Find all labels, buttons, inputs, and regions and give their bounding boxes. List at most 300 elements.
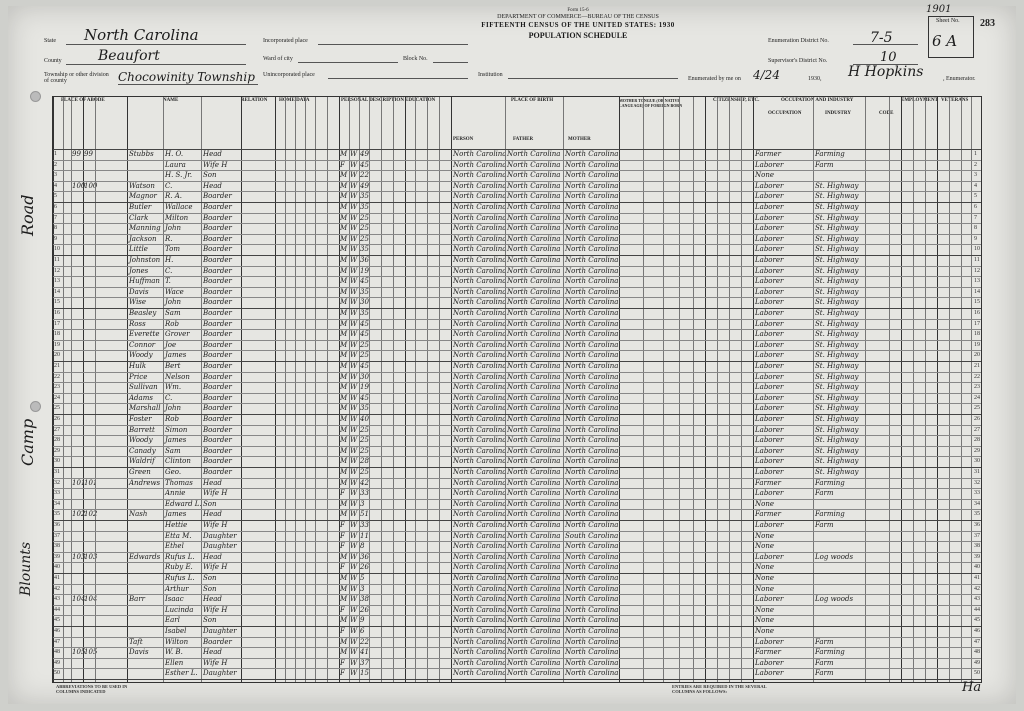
birthplace-father: North Carolina <box>507 234 561 243</box>
industry: St. Highway <box>815 277 859 286</box>
row-divider <box>53 552 981 553</box>
surname: Connor <box>129 340 156 349</box>
birthplace-mother: North Carolina <box>565 627 619 635</box>
stamp-right: 283 <box>980 18 995 29</box>
line-number-right: 19 <box>974 341 980 348</box>
occupation: Laborer <box>755 383 784 392</box>
relation: Boarder <box>203 203 232 211</box>
industry: St. Highway <box>815 213 859 222</box>
dwelling-number: 105 <box>72 648 86 657</box>
given-name: John <box>165 224 182 233</box>
birthplace-person: North Carolina <box>453 436 507 445</box>
age: 25 <box>360 351 369 360</box>
birthplace-father: North Carolina <box>507 510 561 519</box>
line-number-right: 32 <box>974 479 980 486</box>
age: 25 <box>360 340 369 349</box>
occupation: Farmer <box>755 478 782 487</box>
birthplace-mother: North Carolina <box>565 584 619 593</box>
relation: Head <box>203 478 222 487</box>
given-name: Grover <box>165 330 190 339</box>
line-number-right: 43 <box>974 596 980 603</box>
relation: Wife H <box>203 521 228 529</box>
row-divider <box>53 499 981 500</box>
occupation: Farmer <box>755 510 782 519</box>
state-value: North Carolina <box>84 26 199 44</box>
relation: Son <box>203 584 217 593</box>
line-number: 25 <box>54 405 60 412</box>
line-number: 22 <box>54 373 60 380</box>
birthplace-mother: North Carolina <box>565 277 619 286</box>
birthplace-person: North Carolina <box>453 415 507 423</box>
occupation: Laborer <box>755 351 784 360</box>
occupation: Laborer <box>755 181 784 190</box>
age: 33 <box>360 489 369 498</box>
given-name: Esther L. <box>165 669 198 678</box>
line-number-right: 42 <box>974 585 980 592</box>
age: 25 <box>360 224 369 233</box>
industry: St. Highway <box>815 436 859 445</box>
department-title: DEPARTMENT OF COMMERCE—BUREAU OF THE CENSUS <box>497 14 659 20</box>
occupation: Laborer <box>755 245 784 254</box>
birthplace-father: North Carolina <box>507 362 561 370</box>
given-name: W. B. <box>165 648 183 657</box>
birthplace-father: North Carolina <box>507 574 561 582</box>
race: W <box>350 383 358 392</box>
occupation: Laborer <box>755 234 784 243</box>
family-number: 103 <box>84 552 98 561</box>
sex: M <box>340 351 348 360</box>
line-number-right: 4 <box>974 182 977 189</box>
birthplace-mother: North Carolina <box>565 287 619 296</box>
industry: Farm <box>815 658 834 667</box>
sex: M <box>340 468 348 476</box>
relation: Head <box>203 595 222 604</box>
given-name: Thomas <box>165 478 193 487</box>
row-divider <box>53 308 981 309</box>
occupation: Laborer <box>755 203 784 211</box>
birthplace-father: North Carolina <box>507 521 561 529</box>
line-number: 45 <box>54 617 60 624</box>
race: W <box>350 181 358 190</box>
birthplace-person: North Carolina <box>453 574 507 582</box>
occupation: None <box>755 499 774 508</box>
birthplace-father: North Carolina <box>507 627 561 635</box>
sex: M <box>340 552 348 561</box>
sex: F <box>340 627 345 635</box>
industry: Farming <box>815 510 845 519</box>
race: W <box>350 277 358 286</box>
birthplace-person: North Carolina <box>453 351 507 360</box>
given-name: Bert <box>165 362 181 370</box>
race: W <box>350 150 358 158</box>
sex: M <box>340 319 348 328</box>
age: 15 <box>360 669 369 678</box>
sex: M <box>340 330 348 339</box>
relation: Boarder <box>203 234 232 243</box>
line-number-right: 49 <box>974 659 980 666</box>
sex: M <box>340 277 348 286</box>
age: 11 <box>360 531 369 540</box>
race: W <box>350 605 358 614</box>
surname: Ross <box>129 319 146 328</box>
birthplace-father: North Carolina <box>507 213 561 222</box>
given-name: Lucinda <box>165 605 194 614</box>
line-number-right: 35 <box>974 511 980 518</box>
age: 35 <box>360 287 369 296</box>
birthplace-father: North Carolina <box>507 298 561 307</box>
age: 25 <box>360 425 369 434</box>
birthplace-father: North Carolina <box>507 552 561 561</box>
industry: St. Highway <box>815 319 859 328</box>
census-sheet <box>8 6 1016 704</box>
census-title: FIFTEENTH CENSUS OF THE UNITED STATES: 1930 <box>481 21 675 29</box>
age: 3 <box>360 499 365 508</box>
relation: Boarder <box>203 457 232 466</box>
race: W <box>350 627 358 635</box>
birthplace-person: North Carolina <box>453 171 507 180</box>
line-number: 29 <box>54 447 60 454</box>
age: 6 <box>360 627 365 635</box>
birthplace-mother: North Carolina <box>565 415 619 423</box>
sex: M <box>340 404 348 413</box>
race: W <box>350 531 358 540</box>
relation: Son <box>203 171 217 180</box>
line-number: 19 <box>54 341 60 348</box>
subhead-industry: INDUSTRY <box>825 111 851 116</box>
race: W <box>350 415 358 423</box>
given-name: James <box>165 436 187 445</box>
subhead-mother: MOTHER <box>568 137 591 142</box>
relation: Daughter <box>203 627 237 635</box>
birthplace-father: North Carolina <box>507 446 561 455</box>
birthplace-father: North Carolina <box>507 277 561 286</box>
row-divider <box>53 605 981 606</box>
sex: F <box>340 160 345 169</box>
sex: M <box>340 478 348 487</box>
occupation: Laborer <box>755 468 784 476</box>
given-name: Milton <box>165 213 189 222</box>
occupation: None <box>755 616 774 625</box>
sex: M <box>340 181 348 190</box>
relation: Son <box>203 574 217 582</box>
industry: St. Highway <box>815 362 859 370</box>
age: 42 <box>360 478 369 487</box>
line-number-right: 24 <box>974 394 980 401</box>
age: 35 <box>360 309 369 317</box>
given-name: Wallace <box>165 203 193 211</box>
row-divider <box>53 202 981 203</box>
industry: St. Highway <box>815 203 859 211</box>
age: 45 <box>360 362 369 370</box>
relation: Boarder <box>203 298 232 307</box>
industry: St. Highway <box>815 192 859 201</box>
row-divider <box>53 340 981 341</box>
birthplace-father: North Carolina <box>507 330 561 339</box>
line-number-right: 45 <box>974 617 980 624</box>
birthplace-mother: North Carolina <box>565 542 619 551</box>
occupation: Laborer <box>755 372 784 381</box>
binder-hole <box>30 91 41 102</box>
given-name: Sam <box>165 446 181 455</box>
age: 45 <box>360 277 369 286</box>
birthplace-mother: North Carolina <box>565 457 619 466</box>
birthplace-father: North Carolina <box>507 648 561 657</box>
age: 25 <box>360 436 369 445</box>
birthplace-person: North Carolina <box>453 256 507 264</box>
line-number-right: 9 <box>974 235 977 242</box>
relation: Wife H <box>203 489 228 498</box>
header-divider <box>53 149 981 150</box>
race: W <box>350 319 358 328</box>
surname: Green <box>129 468 151 476</box>
line-number-right: 44 <box>974 606 980 613</box>
surname: Davis <box>129 648 149 657</box>
age: 35 <box>360 245 369 254</box>
dwelling-number: 101 <box>72 478 86 487</box>
age: 26 <box>360 563 369 572</box>
birthplace-mother: North Carolina <box>565 605 619 614</box>
age: 25 <box>360 213 369 222</box>
sex: M <box>340 616 348 625</box>
given-name: Isabel <box>165 627 187 635</box>
birthplace-mother: North Carolina <box>565 372 619 381</box>
sex: M <box>340 393 348 402</box>
age: 35 <box>360 192 369 201</box>
age: 49 <box>360 150 369 158</box>
industry: St. Highway <box>815 266 859 275</box>
row-divider <box>53 615 981 616</box>
family-number: 105 <box>84 648 98 657</box>
line-number: 17 <box>54 320 60 327</box>
birthplace-mother: North Carolina <box>565 383 619 392</box>
birthplace-person: North Carolina <box>453 150 507 158</box>
line-number-right: 37 <box>974 532 980 539</box>
row-divider <box>53 181 981 182</box>
birthplace-father: North Carolina <box>507 256 561 264</box>
industry: Farm <box>815 637 834 646</box>
given-name: H. S. Jr. <box>165 171 193 180</box>
row-divider <box>53 478 981 479</box>
birthplace-mother: North Carolina <box>565 362 619 370</box>
relation: Wife H <box>203 563 228 572</box>
relation: Head <box>203 150 222 158</box>
given-name: Etta M. <box>165 531 192 540</box>
birthplace-mother: North Carolina <box>565 489 619 498</box>
birthplace-father: North Carolina <box>507 224 561 233</box>
birthplace-person: North Carolina <box>453 203 507 211</box>
age: 45 <box>360 393 369 402</box>
industry: Farming <box>815 478 845 487</box>
line-number: 30 <box>54 458 60 465</box>
age: 38 <box>360 595 369 604</box>
sex: F <box>340 669 345 678</box>
line-number-right: 18 <box>974 331 980 338</box>
birthplace-person: North Carolina <box>453 234 507 243</box>
line-number-right: 28 <box>974 437 980 444</box>
line-number: 47 <box>54 638 60 645</box>
dwelling-number: 103 <box>72 552 86 561</box>
dwelling-number: 100 <box>72 181 86 190</box>
birthplace-person: North Carolina <box>453 457 507 466</box>
line-number: 48 <box>54 649 60 656</box>
given-name: R. A. <box>165 192 183 201</box>
surname: Everette <box>129 330 160 339</box>
birthplace-person: North Carolina <box>453 404 507 413</box>
occupation: Laborer <box>755 552 784 561</box>
relation: Boarder <box>203 192 232 201</box>
industry: Farming <box>815 648 845 657</box>
sex: M <box>340 150 348 158</box>
line-number: 44 <box>54 606 60 613</box>
relation: Boarder <box>203 245 232 254</box>
row-divider <box>53 223 981 224</box>
section-place-of-abode: PLACE OF ABODE <box>61 98 105 103</box>
county-label: County <box>44 58 62 64</box>
block-label: Block No. <box>403 56 428 62</box>
birthplace-father: North Carolina <box>507 351 561 360</box>
row-divider <box>53 456 981 457</box>
birthplace-person: North Carolina <box>453 425 507 434</box>
birthplace-mother: North Carolina <box>565 658 619 667</box>
row-divider <box>53 244 981 245</box>
birthplace-person: North Carolina <box>453 584 507 593</box>
race: W <box>350 298 358 307</box>
industry: St. Highway <box>815 457 859 466</box>
relation: Boarder <box>203 309 232 317</box>
birthplace-father: North Carolina <box>507 425 561 434</box>
birthplace-person: North Carolina <box>453 510 507 519</box>
occupation: Laborer <box>755 393 784 402</box>
sheet-label: Sheet No. <box>936 18 960 24</box>
occupation: None <box>755 542 774 551</box>
birthplace-father: North Carolina <box>507 563 561 572</box>
birthplace-father: North Carolina <box>507 489 561 498</box>
relation: Head <box>203 552 222 561</box>
line-number: 35 <box>54 511 60 518</box>
line-number-right: 16 <box>974 310 980 316</box>
row-divider <box>53 562 981 563</box>
birthplace-father: North Carolina <box>507 658 561 667</box>
birthplace-mother: North Carolina <box>565 224 619 233</box>
given-name: Rob <box>165 319 179 328</box>
dwelling-number: 102 <box>72 510 86 519</box>
township-label: Township or other division of county <box>44 72 109 84</box>
birthplace-mother: North Carolina <box>565 552 619 561</box>
line-number-right: 48 <box>974 649 980 656</box>
line-number: 46 <box>54 628 60 634</box>
relation: Boarder <box>203 287 232 296</box>
given-name: Wace <box>165 287 184 296</box>
birthplace-mother: North Carolina <box>565 181 619 190</box>
birthplace-mother: North Carolina <box>565 595 619 604</box>
birthplace-father: North Carolina <box>507 287 561 296</box>
birthplace-father: North Carolina <box>507 171 561 180</box>
given-name: Simon <box>165 425 188 434</box>
birthplace-person: North Carolina <box>453 224 507 233</box>
given-name: C. <box>165 266 173 275</box>
age: 8 <box>360 542 365 551</box>
industry: Farming <box>815 150 845 158</box>
surname: Adams <box>129 393 153 402</box>
birthplace-person: North Carolina <box>453 372 507 381</box>
surname: Price <box>129 372 148 381</box>
age: 25 <box>360 468 369 476</box>
line-number-right: 20 <box>974 352 980 359</box>
birthplace-person: North Carolina <box>453 277 507 286</box>
given-name: R. <box>165 234 173 243</box>
birthplace-mother: North Carolina <box>565 150 619 158</box>
year-suffix: 1930, <box>808 76 822 82</box>
line-number: 20 <box>54 352 60 359</box>
industry: St. Highway <box>815 234 859 243</box>
given-name: Laura <box>165 160 186 169</box>
line-number: 2 <box>54 161 57 168</box>
sex: M <box>340 192 348 201</box>
sex: F <box>340 563 345 572</box>
race: W <box>350 171 358 180</box>
county-value: Beaufort <box>98 48 160 64</box>
row-divider <box>53 361 981 362</box>
age: 19 <box>360 383 369 392</box>
sex: M <box>340 637 348 646</box>
given-name: Earl <box>165 616 180 625</box>
line-number: 21 <box>54 363 60 369</box>
relation: Boarder <box>203 213 232 222</box>
age: 25 <box>360 234 369 243</box>
race: W <box>350 648 358 657</box>
race: W <box>350 669 358 678</box>
birthplace-father: North Carolina <box>507 393 561 402</box>
birthplace-mother: North Carolina <box>565 171 619 180</box>
occupation: Laborer <box>755 192 784 201</box>
line-number-right: 5 <box>974 193 977 200</box>
race: W <box>350 510 358 519</box>
birthplace-father: North Carolina <box>507 245 561 254</box>
enum-district-label: Enumeration District No. <box>768 38 829 44</box>
sex: M <box>340 574 348 582</box>
birthplace-person: North Carolina <box>453 669 507 678</box>
race: W <box>350 478 358 487</box>
birthplace-father: North Carolina <box>507 266 561 275</box>
enumerated-label: Enumerated by me on <box>688 76 741 82</box>
relation: Boarder <box>203 468 232 476</box>
row-divider <box>53 520 981 521</box>
enum-district-value: 7-5 <box>870 30 893 46</box>
birthplace-person: North Carolina <box>453 245 507 254</box>
subhead-code: CODE <box>879 111 894 116</box>
race: W <box>350 542 358 551</box>
race: W <box>350 160 358 169</box>
sex: M <box>340 510 348 519</box>
birthplace-mother: North Carolina <box>565 648 619 657</box>
birthplace-mother: North Carolina <box>565 616 619 625</box>
birthplace-person: North Carolina <box>453 648 507 657</box>
surname: Barrett <box>129 425 155 434</box>
occupation: Laborer <box>755 309 784 317</box>
birthplace-father: North Carolina <box>507 542 561 551</box>
age: 36 <box>360 256 369 264</box>
sex: M <box>340 256 348 264</box>
given-name: Wilton <box>165 637 189 646</box>
line-number-right: 36 <box>974 522 980 528</box>
surname: Wise <box>129 298 147 307</box>
line-number-right: 12 <box>974 267 980 274</box>
birthplace-father: North Carolina <box>507 372 561 381</box>
birthplace-person: North Carolina <box>453 542 507 551</box>
sex: F <box>340 658 345 667</box>
section-birth: PLACE OF BIRTH <box>511 98 554 103</box>
age: 40 <box>360 415 369 423</box>
